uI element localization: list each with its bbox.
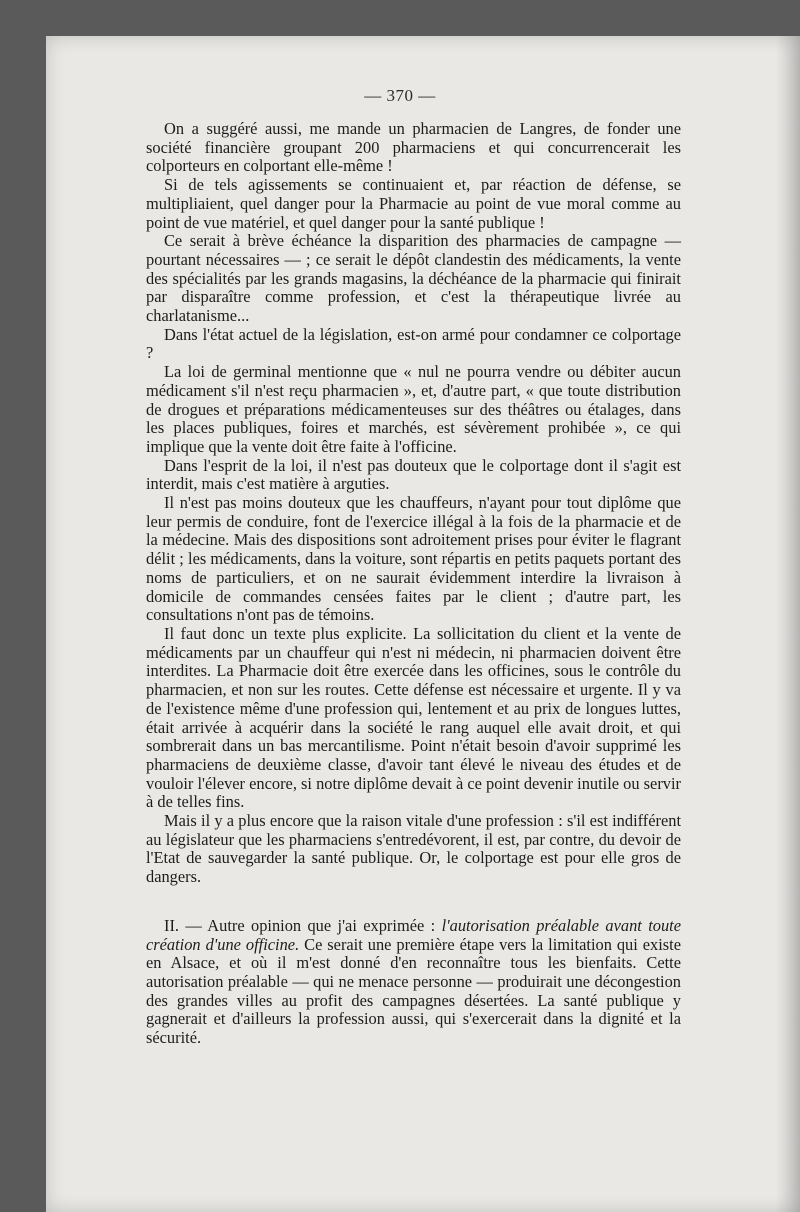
body-text xyxy=(146,120,681,1048)
section-two-emphasis: l'autorisation préalable avant toute création d'une officine. xyxy=(146,915,681,954)
section-two-lead: II. — Autre opinion que j'ai exprimée : xyxy=(164,915,442,935)
paragraph-3: Ce serait à brève échéance la disparition des pharmacies de campagne — pourtant nécessaires — ; ce serait le dépôt clandestin des médicaments, la vente des spécialités par les grands magasins, la déchéance de la pharmacie qui finirait par disparaître comme profession, et c'est la thérapeutique livrée au charlatanisme... xyxy=(146,231,681,326)
paragraph-6: Dans l'esprit de la loi, il n'est pas douteux que le colportage dont il s'agit est interdit, mais c'est matière à arguties. xyxy=(146,455,681,494)
paragraph-5: La loi de germinal mentionne que « nul ne pourra vendre ou débiter aucun médicament s'il n'est reçu pharmacien », et, d'autre part, « que toute distribution de drogues et préparations médicamenteuses sur des théâtres ou étalages, dans les places publiques, foires et marchés, est sévèrement prohibée », ce qui implique que la vente doit être faite à l'officine. xyxy=(146,362,681,456)
paragraph-1: On a suggéré aussi, me mande un pharmacien de Langres, de fonder une société financière groupant 200 pharmaciens et qui concurrencerait les colporteurs en colportant elle-même ! xyxy=(146,119,681,176)
section-two-paragraph xyxy=(146,917,681,1048)
section-two-rest: Ce serait une première étape vers la limitation qui existe en Alsace, et où il m'est donné d'en reconnaître tous les bienfaits. Cette autorisation préalable — qui ne menace personne — produirait une décongestion des grandes villes au profit des campagnes désertées. La santé publique y gagnerait et d'ailleurs la profession aussi, qui s'exercerait dans la dignité et la sécurité. xyxy=(146,934,681,1048)
paragraph-2: Si de tels agissements se continuaient et, par réaction de défense, se multipliaient, quel danger pour la Pharmacie au point de vue moral comme au point de vue matériel, et quel danger pour la santé publique ! xyxy=(146,175,681,232)
paragraph-8: Il faut donc un texte plus explicite. La sollicitation du client et la vente de médicaments par un chauffeur qui n'est ni médecin, ni pharmacien doivent être interdites. La Pharmacie doit être exercée dans les officines, sous le contrôle du pharmacien, et non sur les routes. Cette défense est nécessaire et urgente. Il y va de l'existence même d'une profession qui, lentement et au prix de longues luttes, était arrivée à acquérir dans la société le rang auquel elle avait droit, et qui sombrerait dans un bas mercantilisme. Point n'était besoin d'avoir supprimé les pharmaciens de deuxième classe, d'avoir tant élevé le niveau des études et de vouloir l'élever encore, si notre diplôme devait à ce point devenir inutile ou servir à de telles fins. xyxy=(146,623,681,812)
page-number: — 370 — xyxy=(364,86,436,105)
paragraph-9: Mais il y a plus encore que la raison vitale d'une profession : s'il est indifférent au législateur que les pharmaciens s'entredévorent, il est, par contre, du devoir de l'Etat de sauvegarder la santé publique. Or, le colportage est pour elle gros de dangers. xyxy=(146,811,681,887)
paragraph-7: Il n'est pas moins douteux que les chauffeurs, n'ayant pour tout diplôme que leur permis de conduire, font de l'exercice illégal à la fois de la pharmacie et de la médecine. Mais des dispositions sont adroitement prises pour éviter le flagrant délit ; les médicaments, dans la voiture, sont répartis en petits paquets portant des noms de particuliers, et on ne saurait évidemment interdire la livraison à domicile de commandes censées faites par le client ; d'autre part, les consultations n'ont pas de témoins. xyxy=(146,493,681,625)
paragraph-4: Dans l'état actuel de la législation, est-on armé pour condamner ce colportage ? xyxy=(146,324,681,363)
page-edge-shadow xyxy=(776,36,800,1212)
